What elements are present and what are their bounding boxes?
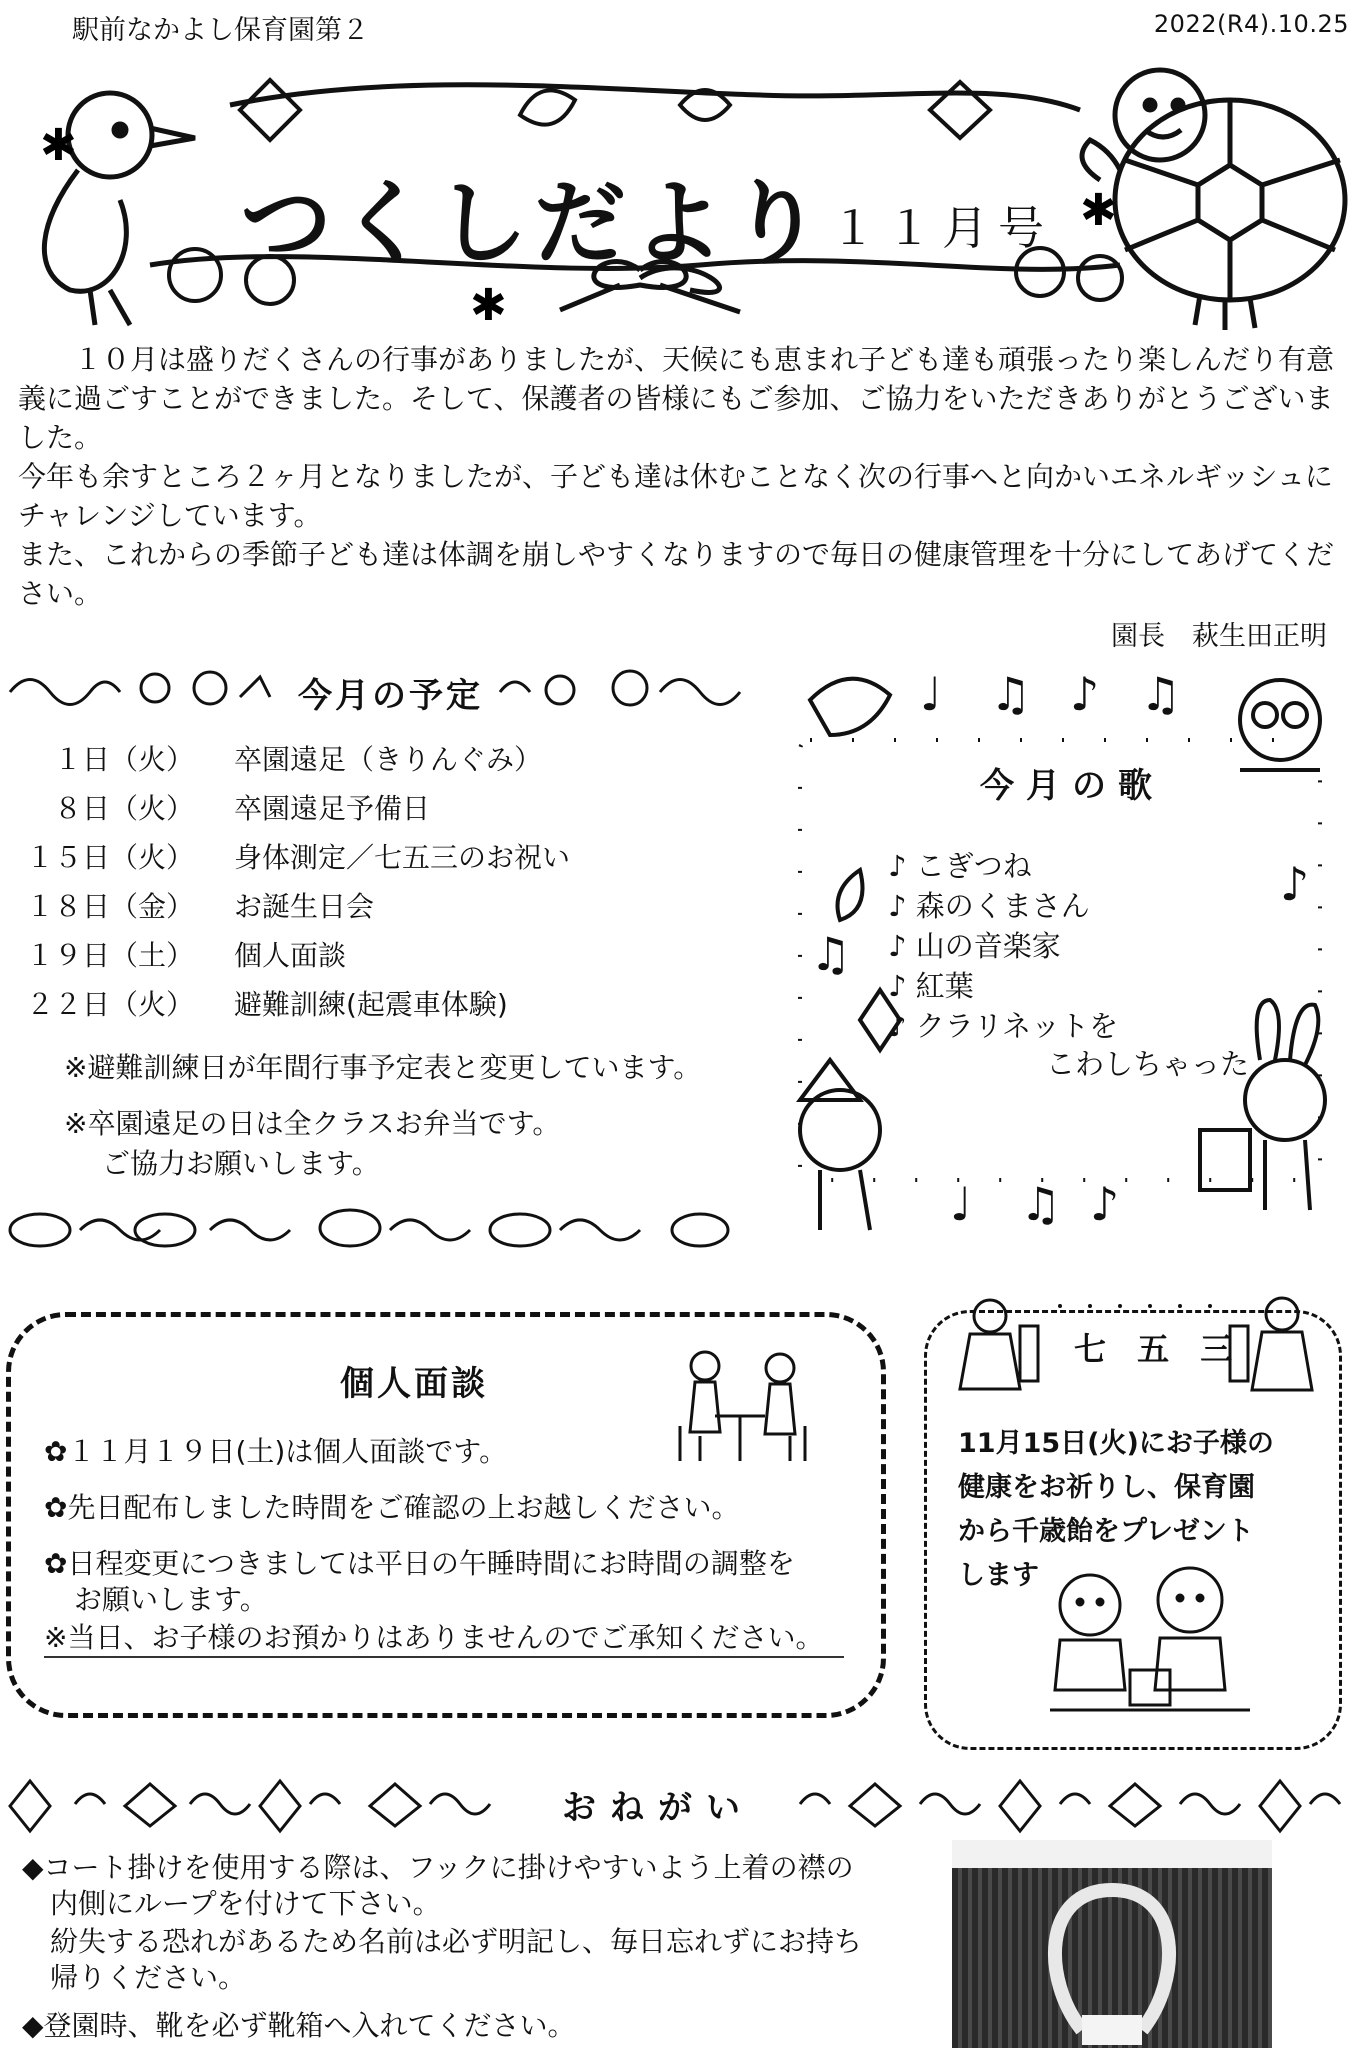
loop-illustration bbox=[1022, 1860, 1202, 2048]
interview-bullet-3-continued: お願いします。 bbox=[74, 1583, 268, 1616]
svg-text:♫: ♫ bbox=[990, 667, 1032, 721]
shichigosan-line: 11月15日(火)にお子様の bbox=[958, 1428, 1274, 1459]
children-crafting-illustration bbox=[1040, 1560, 1260, 1720]
svg-text:♩: ♩ bbox=[950, 1177, 972, 1231]
request-item-1-line-1: ◆コート掛けを使用する際は、フックに掛けやすいよう上着の襟の bbox=[22, 1851, 854, 1884]
song-item: ♪ 森のくまさん bbox=[888, 889, 1090, 923]
song-item: ♪ クラリネットを bbox=[888, 1009, 1119, 1043]
gift-icon bbox=[1200, 1130, 1250, 1190]
shichigosan-title: 七 五 三 bbox=[1074, 1330, 1243, 1368]
rabbit-icon bbox=[1245, 1000, 1325, 1210]
svg-text:♪: ♪ bbox=[1090, 1177, 1120, 1231]
coat-loop-photo bbox=[952, 1840, 1272, 2048]
song-item: ♪ 山の音楽家 bbox=[888, 929, 1061, 963]
asterisk-icon: ✱ bbox=[470, 280, 507, 330]
schedule-row: １５日（火） 身体測定／七五三のお祝い bbox=[25, 841, 571, 874]
schedule-row: １日（火） 卒園遠足（きりんぐみ） bbox=[53, 743, 543, 776]
meeting-illustration bbox=[670, 1346, 810, 1466]
schedule-row: １８日（金） お誕生日会 bbox=[25, 890, 375, 923]
svg-text:♫: ♫ bbox=[1140, 667, 1182, 721]
bird-icon bbox=[810, 679, 890, 735]
interview-bullet-2: ✿先日配布しました時間をご確認の上お越しください。 bbox=[44, 1491, 740, 1524]
schedule-list bbox=[0, 738, 780, 1032]
song-item-continuation: こわしちゃった bbox=[1046, 1047, 1250, 1081]
intro-message bbox=[18, 340, 1348, 613]
turtle-illustration bbox=[1082, 70, 1345, 330]
svg-text:♪: ♪ bbox=[1280, 857, 1310, 911]
request-item-1-line-2: 内側にループを付けて下さい。 bbox=[50, 1887, 441, 1920]
schedule-note-2-continued: ご協力お願いします。 bbox=[102, 1147, 380, 1180]
song-item: ♪ 紅葉 bbox=[888, 969, 974, 1003]
schedule-note-2: ※卒園遠足の日は全クラスお弁当です。 bbox=[64, 1107, 561, 1140]
issue-date: 2022(R4).10.25 bbox=[1153, 10, 1349, 38]
song-item: ♪ こぎつね bbox=[888, 849, 1032, 883]
interview-bullet-3: ✿日程変更につきましては平日の午睡時間にお時間の調整を bbox=[44, 1547, 795, 1580]
svg-text:♪: ♪ bbox=[1070, 667, 1100, 721]
intro-paragraph-1: １０月は盛りだくさんの行事がありましたが、天候にも恵まれ子ども達も頑張ったり楽しんだり有意義に過ごすことができました。そして、保護者の皆様にもご参加、ご協力をいただきありがとうございました。 bbox=[18, 343, 1335, 454]
newsletter-title: つくしだより bbox=[240, 170, 829, 277]
songs-title: 今月の歌 bbox=[980, 766, 1164, 806]
svg-text:♫: ♫ bbox=[1020, 1177, 1062, 1231]
song-list bbox=[888, 846, 1118, 1046]
shichigosan-line: 健康をお祈りし、保育園 bbox=[958, 1472, 1255, 1503]
interview-bullet-1: ✿１１月１９日(土)は個人面談です。 bbox=[44, 1435, 508, 1468]
schedule-row: ２２日（火） 避難訓練(起震車体験) bbox=[25, 988, 508, 1021]
svg-text:♫: ♫ bbox=[810, 927, 852, 981]
owl-icon bbox=[1240, 680, 1320, 770]
schedule-title: 今月の予定 bbox=[298, 676, 483, 716]
request-item-1-line-3: 紛失する恐れがあるため名前は必ず明記し、毎日忘れずにお持ち bbox=[50, 1925, 863, 1958]
intro-paragraph-2: 今年も余すところ２ヶ月となりましたが、子ども達は休むことなく次の行事へと向かいエネルギッシュにチャレンジしています。 bbox=[18, 460, 1333, 532]
svg-text:♩: ♩ bbox=[920, 667, 942, 721]
principal-signature: 園長 萩生田正明 bbox=[1111, 621, 1327, 652]
interview-note: ※当日、お子様のお預かりはありませんのでご承知ください。 bbox=[44, 1621, 824, 1654]
schedule-footer-border bbox=[0, 1200, 760, 1260]
schedule-row: １９日（土） 個人面談 bbox=[25, 939, 347, 972]
request-item-1-line-4: 帰りください。 bbox=[50, 1961, 247, 1994]
school-name: 駅前なかよし保育園第２ bbox=[72, 15, 369, 46]
intro-paragraph-3: また、これからの季節子ども達は体調を崩しやすくなりますので毎日の健康管理を十分にしてあげてください。 bbox=[18, 538, 1335, 610]
shichigosan-line: から千歳飴をプレゼント bbox=[958, 1516, 1254, 1547]
asterisk-icon: ✱ bbox=[1080, 185, 1117, 236]
shichigosan-line: します bbox=[958, 1560, 1039, 1591]
asterisk-icon: ✱ bbox=[40, 120, 77, 171]
interview-underline bbox=[44, 1656, 844, 1658]
request-title: おねがい bbox=[562, 1788, 754, 1828]
request-item-2: ◆登園時、靴を必ず靴箱へ入れてください。 bbox=[22, 2009, 576, 2042]
fox-icon bbox=[800, 1060, 880, 1230]
interview-title: 個人面談 bbox=[340, 1364, 488, 1404]
schedule-note-1: ※避難訓練日が年間行事予定表と変更しています。 bbox=[64, 1051, 702, 1084]
schedule-row: ８日（火） 卒園遠足予備日 bbox=[53, 792, 431, 825]
issue-label: １１月号 bbox=[830, 201, 1054, 255]
